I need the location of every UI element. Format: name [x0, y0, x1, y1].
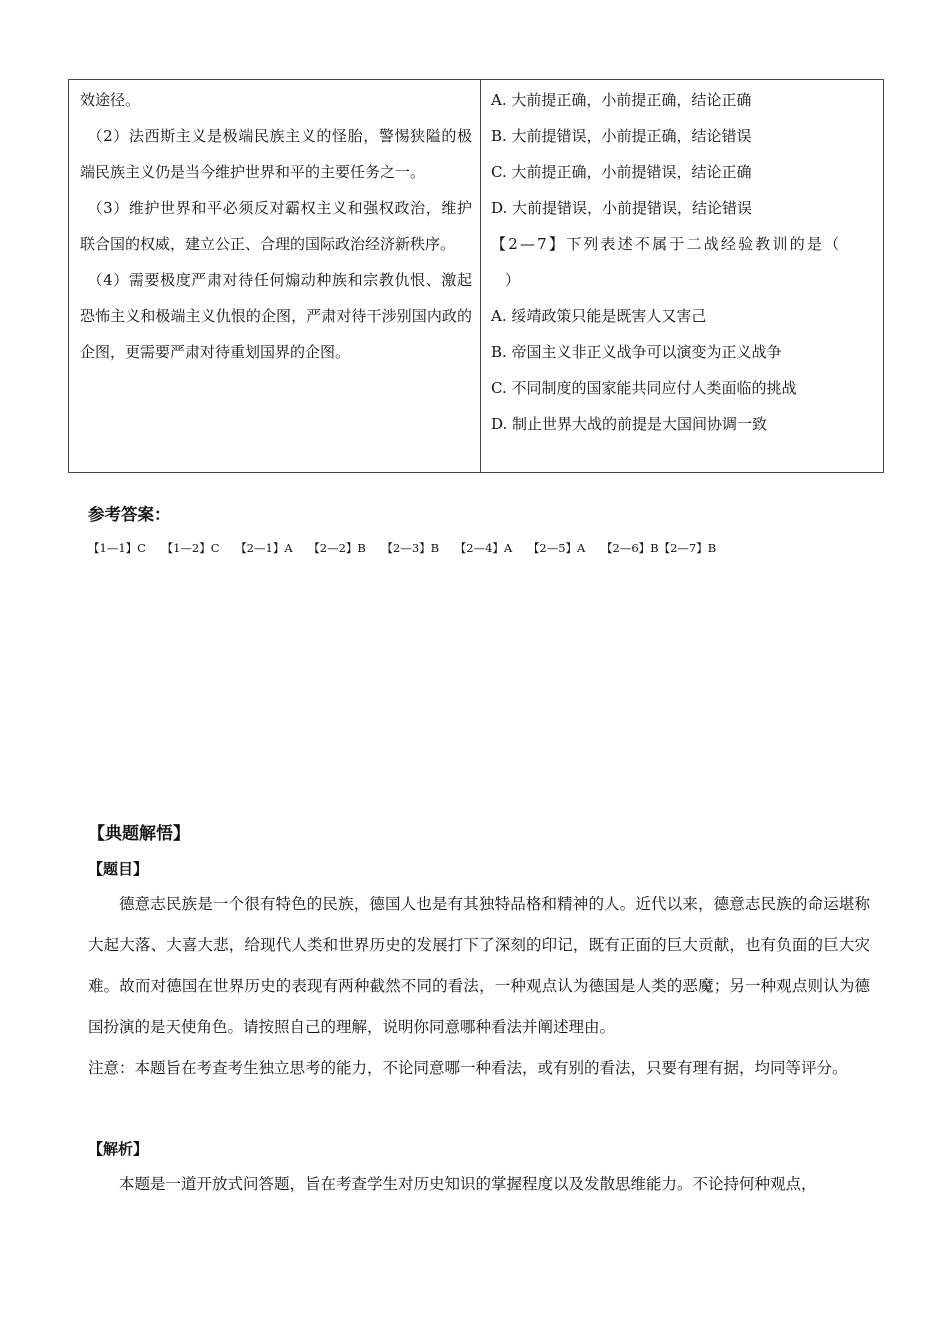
question-text: 德意志民族是一个很有特色的民族，德国人也是有其独特品格和精神的人。近代以来，德意志民族的命运堪称大起大落、大喜大悲，给现代人类和世界历史的发展打下了深刻的印记，既有正面的巨大贡献，也有负面的巨大灾难。故而对德国在世界历史的表现有两种截然不同的看法，一种观点认为德国是人类的恶魔；另一种观点则认为德国扮演的是天使角色。请按照自己的理解，说明你同意哪种看法并阐述理由。 — [88, 895, 870, 1036]
answer-item: 【2—3】B — [381, 541, 440, 555]
left-line-2: （3）维护世界和平必须反对霸权主义和强权政治，维护联合国的权威，建立公正、合理的国际政治经济新秩序。 — [80, 199, 472, 253]
question-heading: 【题目】 — [88, 860, 149, 878]
answer-item: 【1—1】C — [88, 541, 146, 555]
option-b-2: B. 帝国主义非正义战争可以演变为正义战争 — [491, 343, 782, 361]
table-left-column — [69, 80, 481, 472]
analysis-heading: 【解析】 — [88, 1140, 149, 1158]
question-note: 注意：本题旨在考查考生独立思考的能力，不论同意哪一种看法，或有别的看法，只要有理有据，均同等评分。 — [88, 1059, 848, 1077]
option-a-1: A. 大前提正确，小前提正确，结论正确 — [491, 91, 752, 109]
option-a-2: A. 绥靖政策只能是既害人又害己 — [491, 307, 707, 325]
left-line-1: （2）法西斯主义是极端民族主义的怪胎，警惕狭隘的极端民族主义仍是当今维护世界和平的主要任务之一。 — [80, 127, 472, 181]
left-line-3: （4）需要极度严肃对待任何煽动种族和宗教仇恨、激起恐怖主义和极端主义仇恨的企图，严肃对待干涉别国内政的企图，更需要严肃对待重划国界的企图。 — [80, 271, 472, 361]
answer-item: 【2—6】B — [601, 541, 659, 555]
option-c-1: C. 大前提正确，小前提错误，结论正确 — [491, 163, 752, 181]
option-d-1: D. 大前提错误，小前提错误，结论错误 — [491, 199, 753, 217]
analysis-text: 本题是一道开放式问答题，旨在考查学生对历史知识的掌握程度以及发散思维能力。不论持何种观点， — [119, 1175, 817, 1193]
answers-list — [88, 540, 728, 556]
answer-item: 【2—1】A — [235, 541, 293, 555]
table-right-column — [481, 80, 883, 472]
answer-item: 【1—2】C — [161, 541, 220, 555]
answer-item: 【2—5】A — [527, 541, 586, 555]
answers-title: 参考答案： — [88, 505, 171, 524]
left-line-0: 效途径。 — [80, 91, 141, 109]
option-d-2: D. 制止世界大战的前提是大国间协调一致 — [491, 415, 768, 433]
answer-item: 【2—4】A — [454, 541, 513, 555]
question-2-7: 【2—7】下列表述不属于二战经验教训的是（ — [491, 235, 842, 253]
section-heading: 【典题解悟】 — [88, 824, 190, 844]
answer-item: 【2—2】B — [308, 541, 366, 555]
question-table — [68, 79, 884, 473]
question-2-7-paren: ） — [505, 271, 521, 289]
option-b-1: B. 大前提错误，小前提正确，结论错误 — [491, 127, 752, 145]
option-c-2: C. 不同制度的国家能共同应付人类面临的挑战 — [491, 379, 797, 397]
answer-item: 【2—7】B — [658, 541, 717, 555]
